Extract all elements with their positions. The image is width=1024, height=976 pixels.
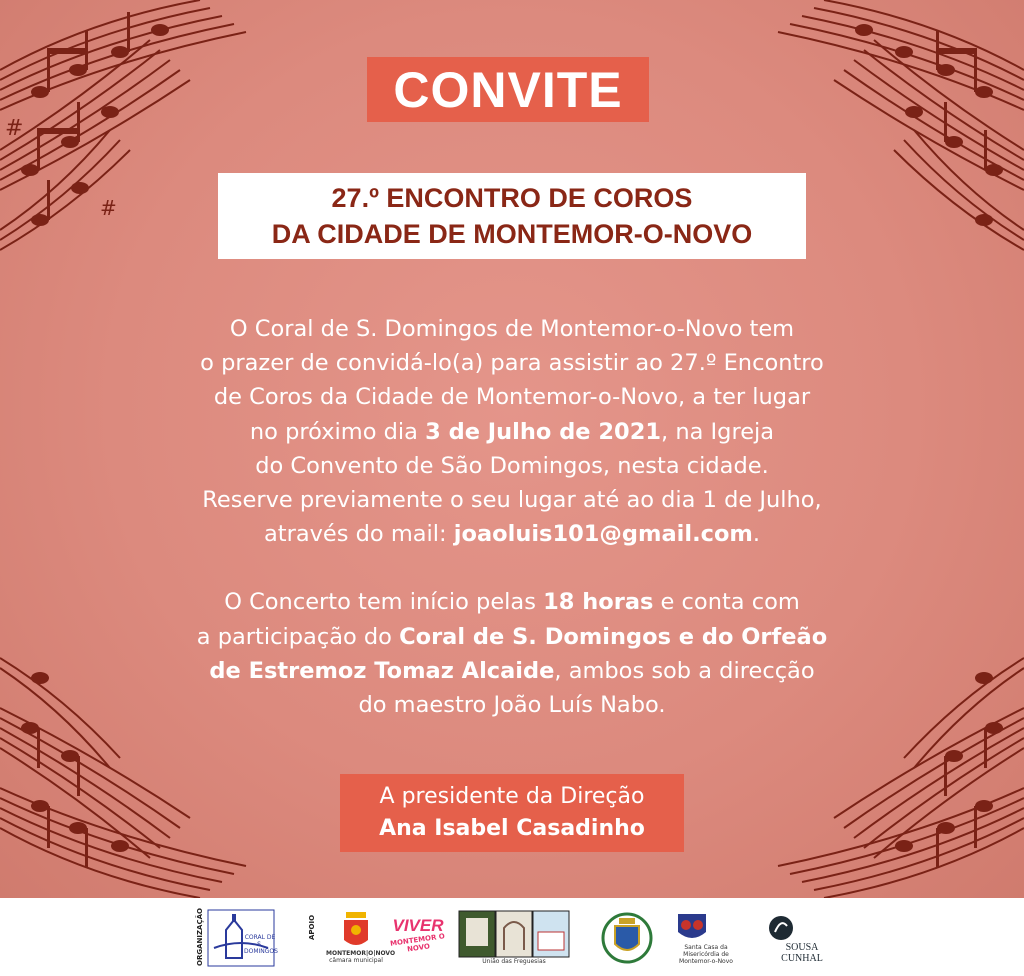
subtitle-line-2: DA CIDADE DE MONTEMOR-O-NOVO: [271, 219, 753, 249]
body-line: do Convento de São Domingos, nesta cidade.: [255, 452, 769, 479]
viver-logo: [388, 916, 448, 952]
subtitle-line-1: 27.º ENCONTRO DE COROS: [331, 183, 693, 213]
choir-names: de Estremoz Tomaz Alcaide: [209, 657, 555, 684]
santa-casa-text: Santa Casa da Misericórdia de Montemor-o-Novo: [679, 944, 733, 965]
invitation-body: [130, 312, 894, 722]
text: O Concerto tem início pelas: [224, 589, 544, 616]
page-title: CONVITE: [393, 61, 623, 118]
parish-union-icon: [458, 910, 570, 958]
body-line: Reserve previamente o seu lugar até ao dia 1 de Julho,: [202, 487, 822, 514]
svg-text:#: #: [100, 196, 117, 220]
camara-subtext: câmara municipal: [329, 957, 383, 964]
uniao-text: União das Freguesias: [458, 958, 570, 965]
body-line: [130, 415, 894, 449]
text: através do mail:: [263, 521, 454, 548]
camara-logo: [326, 910, 396, 964]
viver-text: VIVER: [392, 916, 444, 935]
coral-logo: [206, 908, 276, 968]
sousa-cunhal-text: SOUSA CUNHAL: [781, 942, 823, 964]
sousa-cunhal-emblem-icon: [766, 914, 796, 942]
text: e conta com: [653, 589, 800, 616]
organizacao-label: ORGANIZAÇÃO: [196, 908, 204, 966]
paragraph-2: [130, 585, 894, 722]
signature-box: [340, 774, 684, 852]
subtitle-banner: [218, 173, 806, 259]
municipal-crest-icon: [326, 910, 386, 950]
text: , na Igreja: [661, 418, 775, 445]
body-line: o prazer de convidá-lo(a) para assistir ao 27.º Encontro: [200, 350, 824, 377]
text: , ambos sob a direcção: [554, 657, 815, 684]
misericordia-crest-icon: [672, 910, 712, 944]
heraldic-crest-icon: [598, 910, 656, 964]
choir-names: Coral de S. Domingos e do Orfeão: [399, 623, 828, 650]
sousa-cunhal-logo: [766, 914, 838, 964]
santa-casa-logo: [672, 910, 740, 965]
body-line: de Coros da Cidade de Montemor-o-Novo, a ter lugar: [213, 384, 811, 411]
body-line: [130, 654, 894, 688]
signature-name: Ana Isabel Casadinho: [379, 816, 645, 841]
signature-role: A presidente da Direção: [379, 784, 645, 809]
body-line: [130, 585, 894, 619]
camara-text: MONTEMOR|O|NOVO: [326, 950, 396, 957]
text: a participação do: [196, 623, 400, 650]
text: .: [752, 521, 761, 548]
body-line: [130, 620, 894, 654]
uniao-freguesias-logo: [458, 910, 570, 965]
svg-text:#: #: [5, 116, 24, 141]
event-date: 3 de Julho de 2021: [425, 418, 662, 445]
coral-logo-text: CORAL DE S. DOMINGOS: [244, 934, 278, 955]
freguesia-crest-logo: [598, 910, 656, 964]
contact-email: joaoluis101@gmail.com: [453, 521, 753, 548]
paragraph-1: [130, 312, 894, 551]
title-banner: [367, 57, 649, 122]
text: no próximo dia: [249, 418, 426, 445]
body-line: O Coral de S. Domingos de Montemor-o-Novo tem: [229, 316, 795, 342]
apoio-label: APOIO: [308, 914, 316, 940]
body-line: do maestro João Luís Nabo.: [358, 692, 666, 719]
body-line: [130, 517, 894, 551]
viver-subtext: MONTEMOR O NOVO: [389, 932, 446, 954]
event-time: 18 horas: [543, 589, 654, 616]
